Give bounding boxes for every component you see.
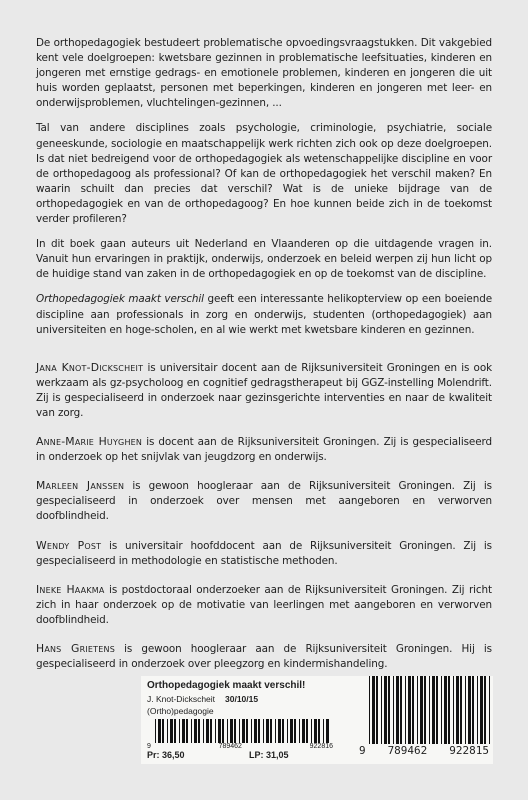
barcode-bar <box>400 676 402 744</box>
small-barcode-digits <box>147 743 333 750</box>
barcode-bar <box>393 676 394 744</box>
barcode-bar <box>436 676 438 744</box>
barcode-bar <box>376 676 378 744</box>
barcode-bar <box>388 676 390 744</box>
author-name: Hans Grietens <box>36 642 115 655</box>
author-bio <box>36 538 492 569</box>
barcode-digit-group: 9 <box>147 743 151 750</box>
author-bio <box>36 641 492 672</box>
author-bio-text: is gewoon hoogleraar aan de Rijksuniversiteit Groningen. Hij is gespecialiseerd in onderzoek over pleegzorg en kindermishandeling. <box>36 643 492 671</box>
barcode-digit-group: 789462 <box>387 744 428 757</box>
intro-paragraph-3: In dit boek gaan auteurs uit Nederland en Vlaanderen op die uitdagende vragen in. Vanuit hun ervaringen in praktijk, onderwijs, onderzoek en beleid werpen zij hun licht op de huidige stand van zaken in de orthopedagogiek en op de toekomst van de discipline. <box>36 238 492 281</box>
barcode-bar <box>429 676 430 744</box>
barcode-bar <box>465 676 466 744</box>
barcode-bar <box>472 676 474 744</box>
price-sticker <box>141 676 493 764</box>
barcode-bar <box>460 676 462 744</box>
barcode-bar <box>468 676 471 744</box>
author-name: Marleen Janssen <box>36 479 125 493</box>
barcode-bar <box>480 676 483 744</box>
author-bio <box>36 582 492 628</box>
barcode-bar <box>489 676 490 744</box>
sticker-category: (Ortho)pedagogie <box>147 706 214 716</box>
book-title-inline: Orthopedagogiek maakt verschil <box>36 293 204 306</box>
barcode-bar <box>408 676 411 744</box>
barcode-bar <box>420 676 423 744</box>
barcode-bar <box>424 676 426 744</box>
barcode-bar <box>432 676 435 744</box>
intro-paragraph-4 <box>36 292 492 337</box>
barcode-bar <box>444 676 447 744</box>
barcode-bar <box>453 676 454 744</box>
barcode-digit-group: 922816 <box>309 743 333 750</box>
intro-paragraph-2: Tal van andere disciplines zoals psychologie, criminologie, psychiatrie, sociale geneeskunde, sociologie en maatschappelijk werk richten zich ook op deze doelgroepen. Is dat niet bedreigend voor de orthopedagogiek als wetenschappelijke discipline en voor de orthopedagoog als professional? Of kan de orthopedagogiek het verschil maken? En waarin schuilt dan precies dat verschil? Wat is de unieke bijdrage van de orthopedagogiek en van de orthopedagoog? En hoe kunnen beide zich in de toekomst verder profileren? <box>36 122 492 226</box>
barcode-digit-group: 789462 <box>218 743 242 750</box>
barcode-digit-group: 9 <box>359 744 366 757</box>
author-bio <box>36 360 492 421</box>
barcode-bar <box>456 676 459 744</box>
barcode-bar <box>441 676 442 744</box>
price-pr: Pr: 36,50 <box>147 750 185 760</box>
barcode-bar <box>477 676 478 744</box>
barcode-digit-group: 922815 <box>449 744 489 757</box>
author-bio-text: is postdoctoraal onderzoeker aan de Rijksuniversiteit Groningen. Zij richt zich in haar onderzoek op de motivatie van leerlingen met aangeboren en verworven doofblindheid. <box>36 583 492 626</box>
barcode-bar <box>405 676 406 744</box>
isbn-barcode-bars <box>355 676 493 744</box>
author-bio <box>36 434 492 465</box>
barcode-bar <box>484 676 486 744</box>
price-lp: LP: 31,05 <box>249 750 289 760</box>
sticker-author: J. Knot-Dickscheit <box>147 694 216 704</box>
barcode-bar <box>417 676 418 744</box>
blurb-column <box>36 36 492 685</box>
author-name: Wendy Post <box>36 538 102 552</box>
intro-paragraph-1: De orthopedagogiek bestudeert problematische opvoedingsvraagstukken. Dit vakgebied kent vele doelgroepen: kwetsbare gezinnen in problematische leefsituaties, kinderen en jongeren met ernstige gedrags- en emotionele problemen, kinderen en jongeren die uit huis worden geplaatst, personen met beperkingen, kinderen en jongeren met leer- en onderwijsproblemen, vluchtelingen-gezinnen, ... <box>36 37 492 110</box>
author-name: Jana Knot-Dickscheit <box>36 360 144 374</box>
barcode-bar <box>372 676 375 744</box>
barcode-bar <box>412 676 414 744</box>
barcode-bar <box>396 676 399 744</box>
author-bio-text: is universitair hoofddocent aan de Rijksuniversiteit Groningen. Zij is gespecialiseerd in methodologie en statistische methoden. <box>36 539 492 567</box>
isbn-barcode-digits <box>359 744 489 757</box>
barcode-bar <box>384 676 387 744</box>
sticker-date: 30/10/15 <box>225 694 259 704</box>
isbn-barcode <box>355 676 493 764</box>
sticker-title: Orthopedagogiek maakt verschil! <box>147 680 306 691</box>
author-bio <box>36 478 492 524</box>
author-name: Anne-Marie Huyghen <box>36 435 143 449</box>
barcode-bar <box>448 676 450 744</box>
intro-paragraph-4-text: geeft een interessante helikopterview op een boeiende discipline aan professionals in zorg en onderwijs, studenten (orthopedagogiek) aan universiteiten en hoge-scholen, en al wie werkt met kwetsbare kinderen en gezinnen. <box>36 293 492 336</box>
author-bio-text: is docent aan de Rijksuniversiteit Groningen. Zij is gespecialiseerd in onderzoek op het snijvlak van jeugdzorg en onderwijs. <box>36 436 492 464</box>
author-bio-text: is universitair docent aan de Rijksuniversiteit Groningen en is ook werkzaam als gz-psycholoog en cognitief gedragstherapeut bij GGZ-instelling Molendrift. Zij is gespecialiseerd in onderzoek naar gezinsgerichte interventies en naar de kwaliteit van zorg. <box>36 361 492 419</box>
author-bio-text: is gewoon hoogleraar aan de Rijksuniversiteit Groningen. Zij is gespecialiseerd in onderzoek over mensen met aangeboren en verworven doofblindheid. <box>36 480 492 523</box>
barcode-bar <box>381 676 382 744</box>
barcode-bar <box>369 676 370 744</box>
small-barcode <box>147 719 333 749</box>
author-name: Ineke Haakma <box>36 582 105 596</box>
